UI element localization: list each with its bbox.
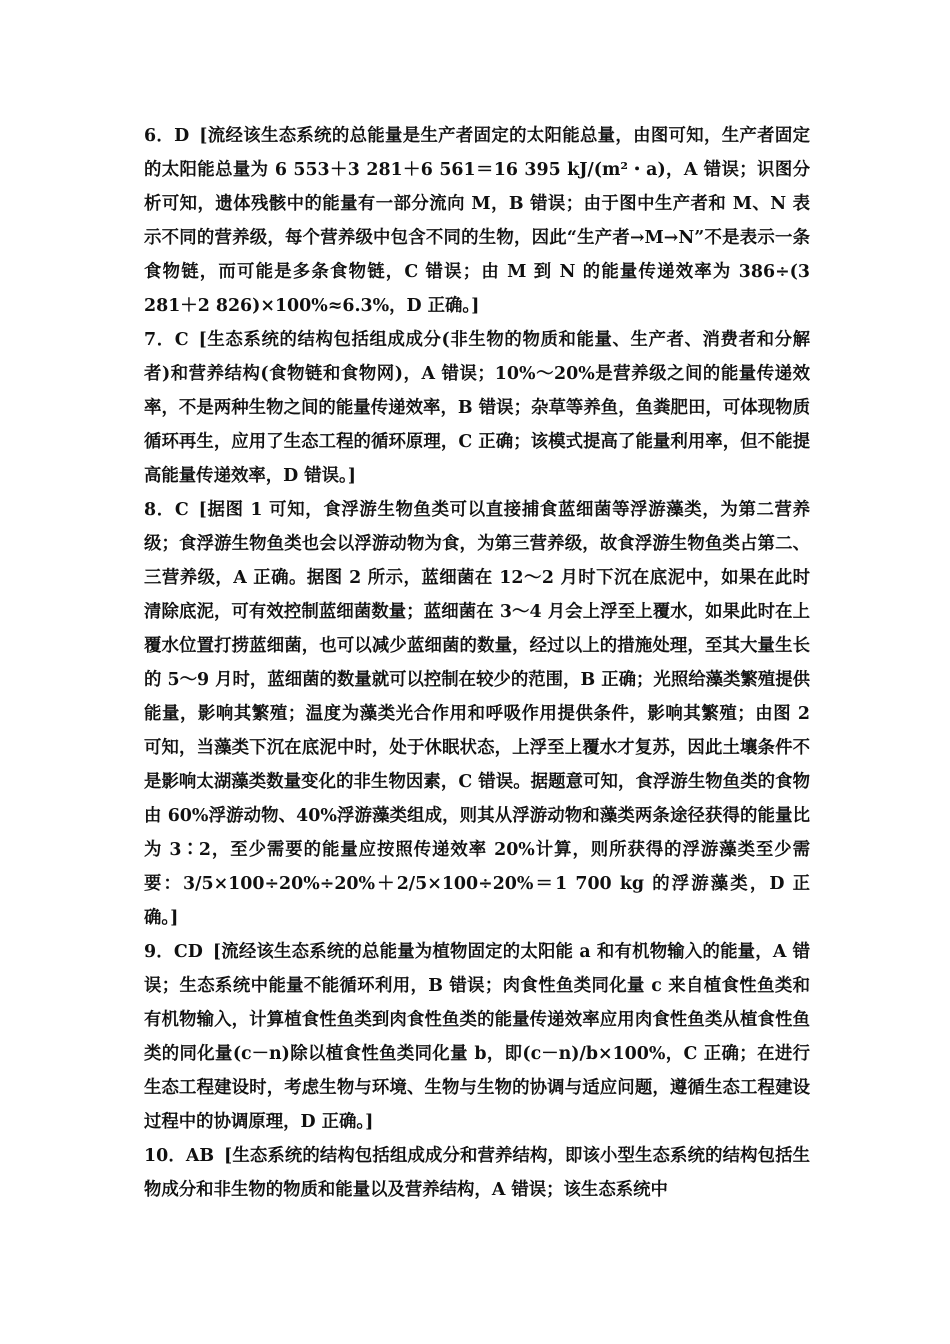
answer-explanation: [生态系统的结构包括组成成分(非生物的物质和能量、生产者、消费者和分解者)和营养结构(食物链和食物网)，A 错误；10%～20%是营养级之间的能量传递效率，不是两种生物之间的能量传递效率，B 错误；杂草等养鱼，鱼粪肥田，可体现物质循环再生，应用了生态工程的循环原理，C 正确；该模式提高了能量利用率，但不能提高能量传递效率，D 错误。] [144,330,810,486]
answer-item-7 [144,323,810,493]
answer-paragraph [144,493,810,935]
question-number: 9． [144,942,174,962]
answer-key: CD [173,942,203,962]
answer-explanation: [流经该生态系统的总能量是生产者固定的太阳能总量，由图可知，生产者固定的太阳能总量为 6 553＋3 281＋6 561＝16 395 kJ/(m²・a)，A 错误；识图分析可知，遗体残骸中的能量有一部分流向 M，B 错误；由于图中生产者和 M、N 表示不同的营养级，每个营养级中包含不同的生物，因此“生产者→M→N”不是表示一条食物链，而可能是多条食物链，C 错误；由 M 到 N 的能量传递效率为 386÷(3 281＋2 826)×100%≈6.3%，D 正确。] [144,126,810,316]
answer-paragraph [144,119,810,323]
answer-key: C [174,330,189,350]
answer-key: D [174,126,190,146]
question-number: 6． [144,126,175,146]
answer-paragraph [144,323,810,493]
answer-item-9 [144,935,810,1139]
question-number: 10． [144,1146,186,1166]
answer-paragraph [144,935,810,1139]
question-number: 8． [144,500,175,520]
answer-paragraph [144,1139,810,1207]
answer-item-6 [144,119,810,323]
answer-key: C [174,500,189,520]
answer-explanation: [生态系统的结构包括组成成分和营养结构，即该小型生态系统的结构包括生物成分和非生物的物质和能量以及营养结构，A 错误；该生态系统中 [144,1146,810,1200]
answer-explanation: [据图 1 可知，食浮游生物鱼类可以直接捕食蓝细菌等浮游藻类，为第二营养级；食浮游生物鱼类也会以浮游动物为食，为第三营养级，故食浮游生物鱼类占第二、三营养级，A 正确。据图 2 所示，蓝细菌在 12～2 月时下沉在底泥中，如果在此时清除底泥，可有效控制蓝细菌数量；蓝细菌在 3～4 月会上浮至上覆水，如果此时在上覆水位置打捞蓝细菌，也可以减少蓝细菌的数量，经过以上的措施处理，至其大量生长的 5～9 月时，蓝细菌的数量就可以控制在较少的范围，B 正确；光照给藻类繁殖提供能量，影响其繁殖；温度为藻类光合作用和呼吸作用提供条件，影响其繁殖；由图 2 可知，当藻类下沉在底泥中时，处于休眠状态，上浮至上覆水才复苏，因此土壤条件不是影响太湖藻类数量变化的非生物因素，C 错误。据题意可知，食浮游生物鱼类的食物由 60%浮游动物、40%浮游藻类组成，则其从浮游动物和藻类两条途径获得的能量比为 3∶2，至少需要的能量应按照传递效率 20%计算，则所获得的浮游藻类至少需要：3/5×100÷20%÷20%＋2/5×100÷20%＝1 700 kg 的浮游藻类，D 正确。] [144,500,810,928]
answer-item-10 [144,1139,810,1207]
answer-key: AB [185,1146,215,1166]
answer-item-8 [144,493,810,935]
answer-explanations-page [144,119,810,1207]
question-number: 7． [144,330,175,350]
answer-explanation: [流经该生态系统的总能量为植物固定的太阳能 a 和有机物输入的能量，A 错误；生态系统中能量不能循环利用，B 错误；肉食性鱼类同化量 c 来自植食性鱼类和有机物输入，计算植食性鱼类到肉食性鱼类的能量传递效率应用肉食性鱼类从植食性鱼类的同化量(c－n)除以植食性鱼类同化量 b，即(c－n)/b×100%，C 正确；在进行生态工程建设时，考虑生物与环境、生物与生物的协调与适应问题，遵循生态工程建设过程中的协调原理，D 正确。] [144,942,811,1132]
